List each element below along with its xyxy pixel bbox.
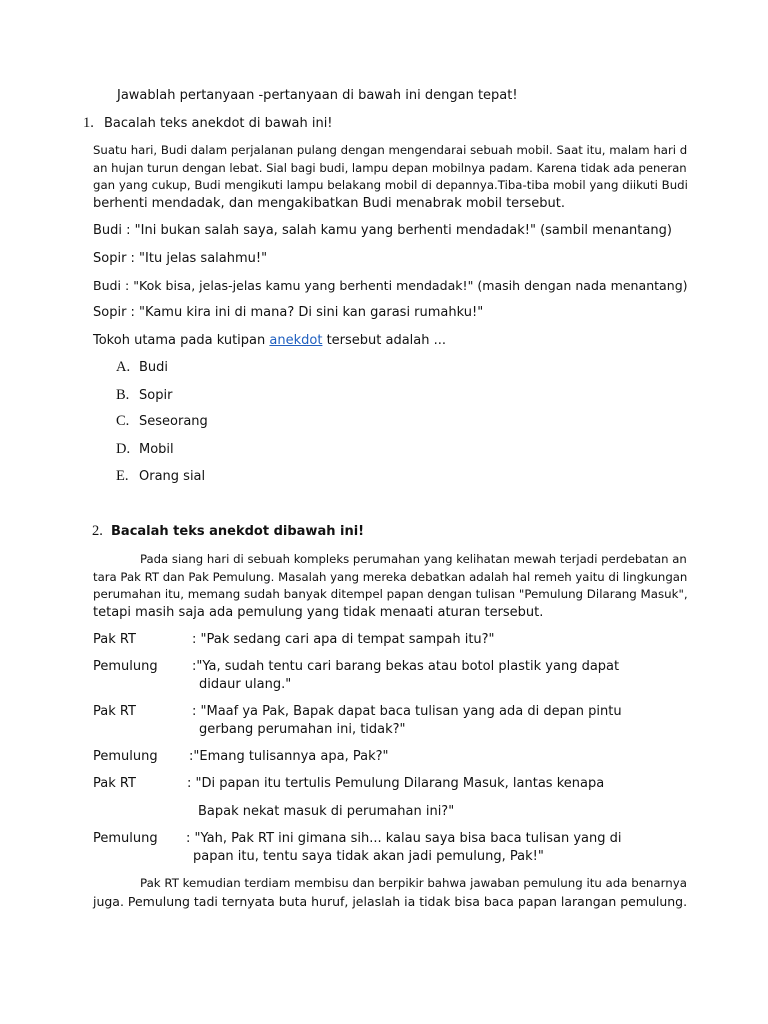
q2-paragraph-line: perumahan itu, memang sudah banyak ditempel papan dengan tulisan "Pemulung Dilarang Masuk", xyxy=(93,587,688,601)
option-c[interactable] xyxy=(116,413,208,430)
speaker-line: : "Maaf ya Pak, Bapak dapat baca tulisan yang ada di depan pintu xyxy=(192,704,622,719)
q2-paragraph-line: Pada siang hari di sebuah kompleks perumahan yang kelihatan mewah terjadi perdebatan an xyxy=(140,552,687,566)
option-text: Mobil xyxy=(139,442,174,457)
option-text: Budi xyxy=(139,360,169,375)
question-1-title: Bacalah teks anekdot di bawah ini! xyxy=(104,116,333,131)
anekdot-link[interactable]: anekdot xyxy=(269,333,323,348)
option-letter: D. xyxy=(116,441,131,457)
option-b[interactable] xyxy=(116,387,172,404)
option-letter: A. xyxy=(116,359,131,375)
option-letter: C. xyxy=(116,413,130,429)
speaker-label: Pemulung xyxy=(93,749,158,764)
q2-paragraph-line: tara Pak RT dan Pak Pemulung. Masalah yang mereka debatkan adalah hal remeh yaitu di lingkungan xyxy=(93,570,688,584)
q2-closing-line: juga. Pemulung tadi ternyata buta huruf, jelaslah ia tidak bisa baca papan larangan pemulung. xyxy=(93,894,688,909)
question-1-number: 1. xyxy=(83,115,94,131)
q1-paragraph-line: an hujan turun dengan lebat. Sial bagi budi, lampu depan mobilnya padam. Karena tidak ada peneran xyxy=(93,161,687,175)
q2-closing-line: Pak RT kemudian terdiam membisu dan berpikir bahwa jawaban pemulung itu ada benarnya xyxy=(140,876,687,890)
q1-paragraph-line: Suatu hari, Budi dalam perjalanan pulang dengan mengendarai sebuah mobil. Saat itu, malam hari d xyxy=(93,143,688,157)
q1-question-prefix: Tokoh utama pada kutipan xyxy=(93,333,270,348)
q1-question-suffix: tersebut adalah ... xyxy=(322,333,447,348)
option-letter: E. xyxy=(116,468,129,484)
q1-question xyxy=(93,332,446,349)
speaker-line-continued: Bapak nekat masuk di perumahan ini?" xyxy=(198,804,455,819)
q1-dialog-line: Budi : "Ini bukan salah saya, salah kamu yang berhenti mendadak!" (sambil menantang) xyxy=(93,223,672,238)
speaker-line: : "Pak sedang cari apa di tempat sampah itu?" xyxy=(192,632,495,647)
speaker-line: : "Yah, Pak RT ini gimana sih... kalau saya bisa baca tulisan yang di xyxy=(186,831,622,846)
option-text: Seseorang xyxy=(139,414,208,429)
q2-paragraph-line: tetapi masih saja ada pemulung yang tidak menaati aturan tersebut. xyxy=(93,605,544,620)
speaker-label: Pemulung xyxy=(93,659,158,674)
speaker-line-continued: didaur ulang." xyxy=(199,677,292,692)
option-letter: B. xyxy=(116,387,130,403)
question-2-number: 2. xyxy=(92,523,103,539)
option-text: Sopir xyxy=(139,388,173,403)
speaker-label: Pak RT xyxy=(93,776,136,791)
option-e[interactable] xyxy=(116,468,205,485)
q1-paragraph-line: gan yang cukup, Budi mengikuti lampu belakang mobil di depannya.Tiba-tiba mobil yang diikuti Budi xyxy=(93,178,688,192)
question-1-heading xyxy=(83,115,333,132)
question-2-title: Bacalah teks anekdot dibawah ini! xyxy=(111,524,365,539)
speaker-label: Pak RT xyxy=(93,704,136,719)
q1-dialog-line: Sopir : "Kamu kira ini di mana? Di sini kan garasi rumahku!" xyxy=(93,305,484,320)
instruction-text: Jawablah pertanyaan -pertanyaan di bawah ini dengan tepat! xyxy=(117,88,518,103)
option-d[interactable] xyxy=(116,441,174,458)
speaker-line-continued: papan itu, tentu saya tidak akan jadi pemulung, Pak!" xyxy=(193,849,544,864)
speaker-line: : "Di papan itu tertulis Pemulung Dilarang Masuk, lantas kenapa xyxy=(187,776,605,791)
option-a[interactable] xyxy=(116,359,168,376)
question-2-heading xyxy=(92,523,364,540)
q1-dialog-line: Sopir : "Itu jelas salahmu!" xyxy=(93,251,268,266)
speaker-line: :"Ya, sudah tentu cari barang bekas atau botol plastik yang dapat xyxy=(192,659,620,674)
q1-paragraph-line: berhenti mendadak, dan mengakibatkan Budi menabrak mobil tersebut. xyxy=(93,196,566,211)
speaker-line: :"Emang tulisannya apa, Pak?" xyxy=(189,749,389,764)
option-text: Orang sial xyxy=(139,469,206,484)
speaker-label: Pak RT xyxy=(93,632,136,647)
q1-dialog-line: Budi : "Kok bisa, jelas-jelas kamu yang berhenti mendadak!" (masih dengan nada menantang) xyxy=(93,278,688,293)
speaker-line-continued: gerbang perumahan ini, tidak?" xyxy=(199,722,406,737)
speaker-label: Pemulung xyxy=(93,831,158,846)
